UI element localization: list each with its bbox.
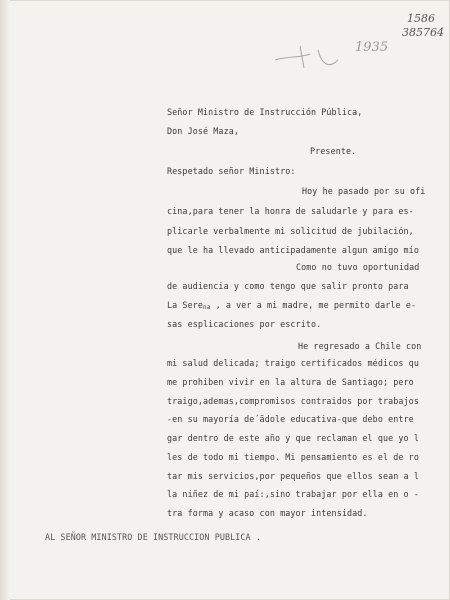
body-line: tra forma y acaso con mayor intensidad. bbox=[167, 508, 368, 518]
body-line: mi salud delicada; traigo certificados médicos qu bbox=[167, 358, 419, 368]
body-line: Como no tuvo oportunidad bbox=[296, 262, 420, 272]
body-line: les de todo mi tiempo. Mi pensamiento es el de ro bbox=[167, 452, 419, 462]
footer-addressee: AL SEÑOR MINISTRO DE INSTRUCCION PUBLICA . bbox=[45, 532, 261, 542]
archive-code-1: 1586 bbox=[407, 12, 435, 25]
present-line: Presente. bbox=[310, 146, 357, 156]
body-line: sas esplicaciones por escrito. bbox=[167, 319, 322, 329]
body-line bbox=[167, 300, 416, 311]
body-line: tar mis servicios,por pequeños que ellos sean a l bbox=[167, 471, 419, 481]
body-line: gar dentro de este año y que reclaman el que yo l bbox=[167, 433, 419, 443]
body-line: que le ha llevado anticipadamente algun amigo mío bbox=[167, 245, 419, 255]
body-line-rest: , a ver a mi madre, me permito darle e- bbox=[210, 300, 417, 310]
addressee-line-1: Señor Ministro de Instrucción Pública, bbox=[167, 107, 363, 117]
body-line: me prohiben vivir en la altura de Santiago; pero bbox=[167, 377, 414, 387]
body-line: -en su mayoría de´ãdole educativa-que debo entre bbox=[167, 414, 414, 424]
pencil-year: 1935 bbox=[355, 40, 389, 55]
body-line: la niñez de mi paí:,sino trabajar por ella en o - bbox=[167, 489, 419, 499]
place-name: La Sere bbox=[167, 300, 203, 310]
pencil-scribble bbox=[270, 38, 360, 78]
salutation: Respetado señor Ministro: bbox=[167, 166, 296, 176]
body-line: de audiencia y como tengo que salir pronto para bbox=[167, 281, 409, 291]
body-line: He regresado a Chile con bbox=[298, 341, 422, 351]
body-line: Hoy he pasado por su ofi bbox=[302, 186, 426, 196]
archive-code-2: 385764 bbox=[402, 26, 444, 39]
place-name-subscript: na bbox=[203, 304, 211, 311]
body-line: cina,para tener la honra de saludarle y para es- bbox=[167, 206, 414, 216]
page-edge-shadow bbox=[0, 0, 10, 600]
body-line: plicarle verbalmente mi solicitud de jubilación, bbox=[167, 226, 414, 236]
body-line: traigo,ademas,compromisos contraidos por trabajos bbox=[167, 396, 419, 406]
addressee-line-2: Don José Maza, bbox=[167, 126, 239, 136]
